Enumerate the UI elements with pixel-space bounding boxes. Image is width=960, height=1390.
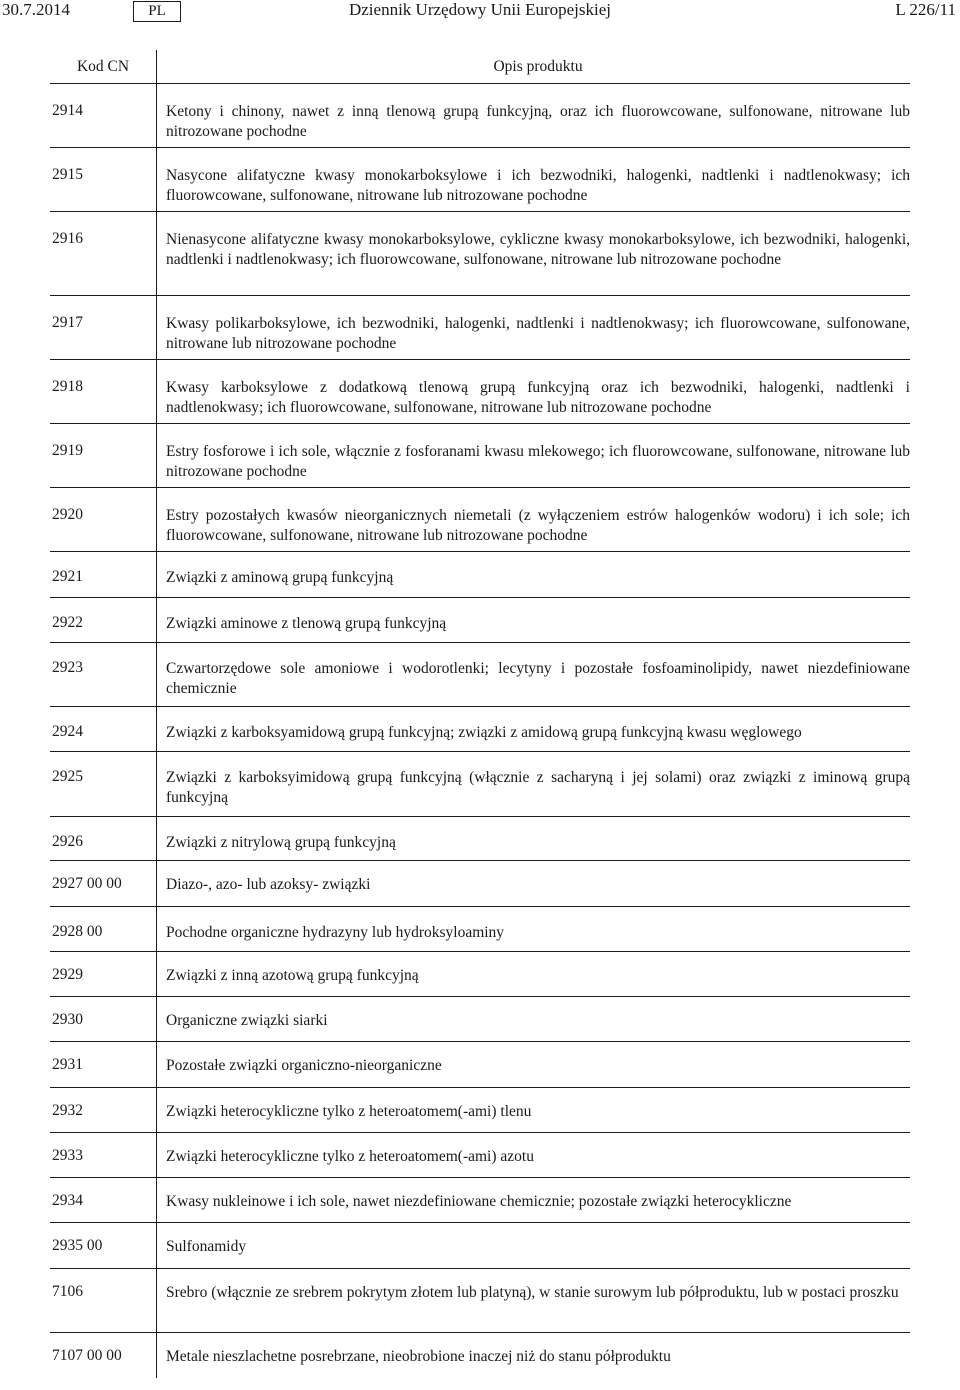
cn-code: 2923	[52, 659, 83, 676]
cn-code: 2935 00	[52, 1237, 103, 1254]
product-description: Metale nieszlachetne posrebrzane, nieobrobione inaczej niż do stanu półproduktu	[166, 1348, 671, 1365]
cn-code: 2927 00 00	[52, 875, 122, 892]
product-description: Związki z inną azotową grupą funkcyjną	[166, 967, 419, 984]
cn-code: 2926	[52, 833, 83, 850]
product-description: Organiczne związki siarki	[166, 1012, 328, 1029]
table-row	[50, 84, 910, 148]
table-row	[50, 1178, 910, 1223]
table-row	[50, 997, 910, 1042]
product-description: Srebro (włącznie ze srebrem pokrytym złotem lub platyną), w stanie surowym lub półproduktu, lub w postaci proszku	[166, 1284, 899, 1301]
cn-code: 2922	[52, 614, 83, 631]
product-description: Nasycone alifatyczne kwasy monokarboksylowe i ich bezwodniki, halogenki, nadtlenki i nadtlenokwasy; ich fluorowcowane, sulfonowane, nitrowane lub nitrozowane pochodne	[166, 167, 910, 204]
cn-code-table	[50, 50, 910, 1378]
cn-code: 2930	[52, 1011, 83, 1028]
table-row	[50, 424, 910, 488]
table-row	[50, 707, 910, 752]
table-row	[50, 1042, 910, 1088]
table-row	[50, 1223, 910, 1269]
cn-code: 2919	[52, 442, 83, 459]
product-description: Nienasycone alifatyczne kwasy monokarboksylowe, cykliczne kwasy monokarboksylowe, ich bezwodniki, halogenki, nadtlenki i nadtlenokwasy; ich fluorowcowane, sulfonowane, nitrowane lub nitrozowane pochodne	[166, 231, 910, 268]
product-description: Kwasy nukleinowe i ich sole, nawet niezdefiniowane chemicznie; pozostałe związki heterocykliczne	[166, 1193, 792, 1210]
cn-code: 2928 00	[52, 923, 103, 940]
product-description: Związki z karboksyamidową grupą funkcyjną; związki z amidową grupą funkcyjną kwasu węglowego	[166, 724, 802, 741]
table-row	[50, 817, 910, 861]
cn-code: 2918	[52, 378, 83, 395]
table-row	[50, 861, 910, 907]
cn-code: 2929	[52, 966, 83, 983]
journal-title: Dziennik Urzędowy Unii Europejskiej	[348, 0, 611, 19]
cn-code: 2921	[52, 568, 83, 585]
table-row	[50, 212, 910, 296]
product-description: Ketony i chinony, nawet z inną tlenową grupą funkcyjną, oraz ich fluorowcowane, sulfonowane, nitrowane lub nitrozowane pochodne	[166, 103, 910, 140]
table-row	[50, 488, 910, 552]
product-description: Związki z karboksyimidową grupą funkcyjną (włącznie z sacharyną i jej solami) oraz związki z iminową grupą funkcyjną	[166, 769, 910, 806]
product-description: Związki z aminową grupą funkcyjną	[166, 569, 394, 586]
cn-code: 2931	[52, 1056, 83, 1073]
product-description: Związki heterocykliczne tylko z heteroatomem(-ami) tlenu	[166, 1103, 532, 1120]
product-description: Pozostałe związki organiczno-nieorganiczne	[166, 1057, 442, 1074]
table-row	[50, 148, 910, 212]
table-row	[50, 1133, 910, 1178]
table-row	[50, 552, 910, 598]
table-row	[50, 1333, 910, 1378]
cn-code: 7107 00 00	[52, 1347, 122, 1364]
product-description: Związki z nitrylową grupą funkcyjną	[166, 834, 396, 851]
cn-code: 2920	[52, 506, 83, 523]
cn-code: 2925	[52, 768, 83, 785]
table-row	[50, 598, 910, 643]
product-description: Związki aminowe z tlenową grupą funkcyjną	[166, 615, 447, 632]
cn-code: 2934	[52, 1192, 83, 1209]
table-row	[50, 643, 910, 707]
column-header-code: Kod CN	[76, 57, 130, 75]
product-description: Diazo-, azo- lub azoksy- związki	[166, 876, 371, 893]
table-row	[50, 752, 910, 817]
product-description: Pochodne organiczne hydrazyny lub hydroksyloaminy	[166, 924, 505, 941]
table-row	[50, 1269, 910, 1333]
cn-code: 2916	[52, 230, 83, 247]
cn-code: 2915	[52, 166, 83, 183]
table-header-row	[50, 50, 910, 84]
cn-code: 2933	[52, 1147, 83, 1164]
language-badge: PL	[133, 1, 181, 22]
table-row	[50, 907, 910, 952]
product-description: Kwasy karboksylowe z dodatkową tlenową grupą funkcyjną oraz ich bezwodniki, halogenki, nadtlenki i nadtlenokwasy; ich fluorowcowane, sulfonowane, nitrowane lub nitrozowane pochodne	[166, 379, 910, 416]
publication-date: 30.7.2014	[2, 0, 70, 19]
product-description: Estry fosforowe i ich sole, włącznie z fosforanami kwasu mlekowego; ich fluorowcowane, sulfonowane, nitrowane lub nitrozowane pochodne	[166, 443, 910, 480]
page-reference: L 226/11	[895, 0, 956, 19]
product-description: Estry pozostałych kwasów nieorganicznych niemetali (z wyłączeniem estrów halogenków wodoru) i ich sole; ich fluorowcowane, sulfonowane, nitrowane lub nitrozowane pochodne	[166, 507, 910, 544]
table-row	[50, 360, 910, 424]
product-description: Kwasy polikarboksylowe, ich bezwodniki, halogenki, nadtlenki i nadtlenokwasy; ich fluorowcowane, sulfonowane, nitrowane lub nitrozowane pochodne	[166, 315, 910, 352]
product-description: Związki heterocykliczne tylko z heteroatomem(-ami) azotu	[166, 1148, 534, 1165]
cn-code: 2914	[52, 102, 83, 119]
product-description: Sulfonamidy	[166, 1238, 247, 1255]
column-header-description: Opis produktu	[493, 57, 583, 75]
cn-code: 7106	[52, 1283, 83, 1300]
product-description: Czwartorzędowe sole amoniowe i wodorotlenki; lecytyny i pozostałe fosfoaminolipidy, nawet niezdefiniowane chemicznie	[166, 660, 910, 697]
table-row	[50, 952, 910, 997]
cn-code: 2924	[52, 723, 83, 740]
table-row	[50, 296, 910, 360]
cn-code: 2917	[52, 314, 83, 331]
table-row	[50, 1088, 910, 1133]
cn-code: 2932	[52, 1102, 83, 1119]
page-header	[0, 0, 960, 24]
